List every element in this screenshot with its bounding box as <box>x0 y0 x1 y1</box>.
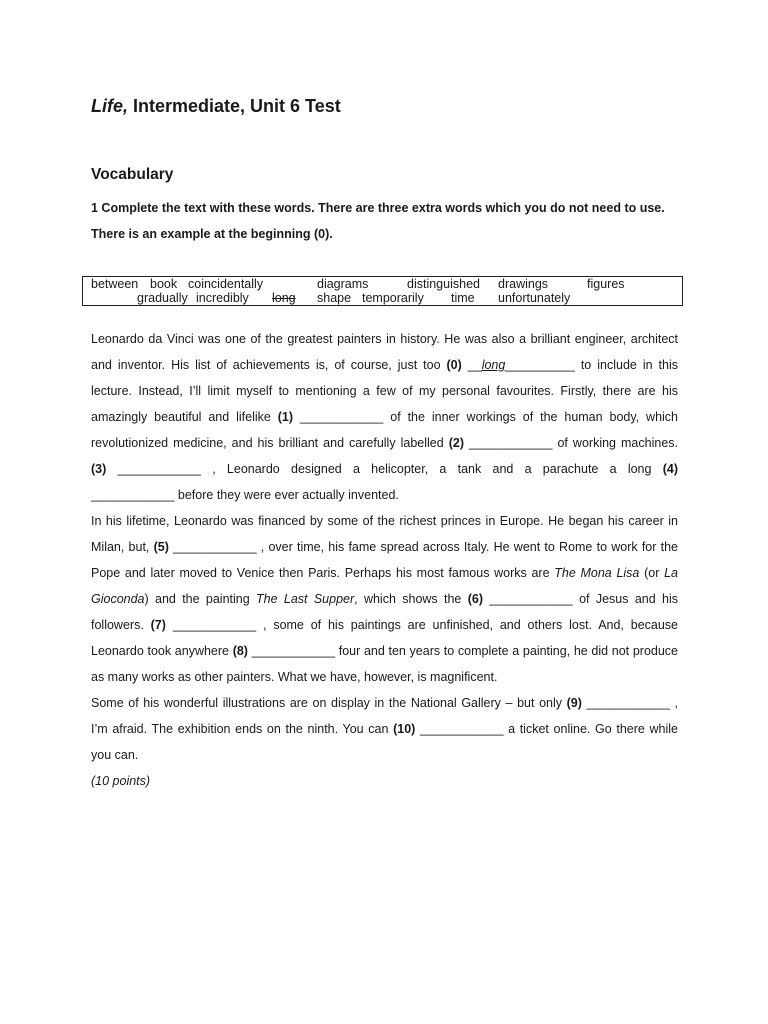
exercise-instructions <box>91 195 678 247</box>
word-option: unfortunately <box>498 291 571 305</box>
gap-number-1: (1) <box>277 410 294 424</box>
answer-blank-4[interactable]: ____________ <box>91 488 178 502</box>
gap-number-3: (3) <box>91 462 107 476</box>
passage-text: Leonardo da Vinci was one of the greatest painters in history. He was also a brilliant engineer, architect and inventor. His list of achievements is, of course, just too <box>91 332 678 372</box>
passage-paragraph-1 <box>91 326 678 508</box>
answer-blank-7[interactable]: ____________ <box>165 618 264 632</box>
word-option: gradually <box>137 291 188 305</box>
passage-text: of Jesus and his followers. <box>91 592 678 632</box>
answer-blank-2[interactable]: ____________ <box>464 436 558 450</box>
word-option: diagrams <box>317 277 369 291</box>
passage-text: , which shows the <box>354 592 468 606</box>
example-underline-tail: __________ <box>505 358 575 372</box>
passage-text: a ticket online. Go there while you can. <box>91 722 678 762</box>
word-option: book <box>150 277 178 291</box>
gap-number-6: (6) <box>467 592 483 606</box>
answer-blank-10[interactable]: ____________ <box>415 722 509 736</box>
gap-number-2: (2) <box>448 436 465 450</box>
word-option: coincidentally <box>188 277 264 291</box>
example-underline-lead: __ <box>461 358 482 372</box>
reading-passage <box>91 326 678 794</box>
gap-number-9: (9) <box>566 696 582 710</box>
word-option: figures <box>587 277 625 291</box>
passage-text: In his lifetime, Leonardo was financed by some of the richest princes in Europe. He began his career in Milan, but, <box>91 514 678 554</box>
gap-number-5: (5) <box>153 540 169 554</box>
artwork-title: The Mona Lisa <box>554 566 640 580</box>
word-option: drawings <box>498 277 549 291</box>
section-heading: Vocabulary <box>91 166 174 183</box>
passage-text: I’m afraid. The exhibition ends on the ninth. You can <box>91 722 394 736</box>
artwork-title: The Last Supper <box>256 592 355 606</box>
answer-blank-5[interactable]: ____________ <box>168 540 261 554</box>
passage-text: ) and the painting <box>144 592 257 606</box>
word-box <box>82 276 683 306</box>
instructions-line-1: 1 Complete the text with these words. There are three extra words which you do not need to use. <box>91 201 665 215</box>
word-option: distinguished <box>407 277 480 291</box>
example-word-struck: long <box>272 291 296 305</box>
answer-blank-9[interactable]: ____________ , <box>581 696 679 710</box>
answer-blank-6[interactable]: ____________ <box>483 592 580 606</box>
instructions-line-2: There is an example at the beginning (0). <box>91 227 333 241</box>
points-note: (10 points) <box>91 774 151 788</box>
passage-text: (or <box>639 566 665 580</box>
passage-text: to include in this lecture. Instead, I’ll limit myself to mentioning a few of my personal favourites. Firstly, there are his amazingly beautiful and lifelike <box>91 358 678 424</box>
gap-number-0: (0) <box>446 358 462 372</box>
word-option: time <box>451 291 475 305</box>
artwork-title: La Gioconda <box>91 566 678 606</box>
title-unit: Intermediate, Unit 6 Test <box>128 96 341 116</box>
page-title <box>91 96 341 117</box>
passage-text: , over time, his fame spread across Italy. He went to Rome to work for the Pope and later moved to Venice then Paris. Perhaps his most famous works are <box>91 540 679 580</box>
passage-text: before they were ever actually invented. <box>177 488 399 502</box>
answer-blank-1[interactable]: ____________ <box>293 410 391 424</box>
gap-number-4: (4) <box>662 462 678 476</box>
word-option: incredibly <box>196 291 249 305</box>
passage-text: , Leonardo designed a helicopter, a tank and a parachute a long <box>212 462 663 476</box>
passage-text: of the inner workings of the human body, which revolutionized medicine, and his brilliant and carefully labelled <box>91 410 678 450</box>
passage-paragraph-3 <box>91 690 678 768</box>
passage-text: of working machines. <box>557 436 678 450</box>
passage-text: Some of his wonderful illustrations are on display in the National Gallery – but only <box>91 696 567 710</box>
answer-blank-3[interactable]: ____________ <box>106 462 213 476</box>
word-option: shape <box>317 291 352 305</box>
answer-blank-8[interactable]: ____________ <box>247 644 339 658</box>
passage-text: , some of his paintings are unfinished, and others lost. And, because Leonardo took anywhere <box>91 618 678 658</box>
gap-number-8: (8) <box>232 644 248 658</box>
example-answer <box>462 358 575 372</box>
passage-paragraph-2 <box>91 508 678 690</box>
gap-number-7: (7) <box>150 618 166 632</box>
title-book-name: Life, <box>91 96 129 116</box>
word-option: between <box>91 277 139 291</box>
gap-number-10: (10) <box>393 722 416 736</box>
passage-text: four and ten years to complete a painting, he did not produce as many works as other painters. What we have, however, is magnificent. <box>91 644 679 684</box>
word-option: temporarily <box>362 291 424 305</box>
example-answer-word: long <box>481 358 506 372</box>
